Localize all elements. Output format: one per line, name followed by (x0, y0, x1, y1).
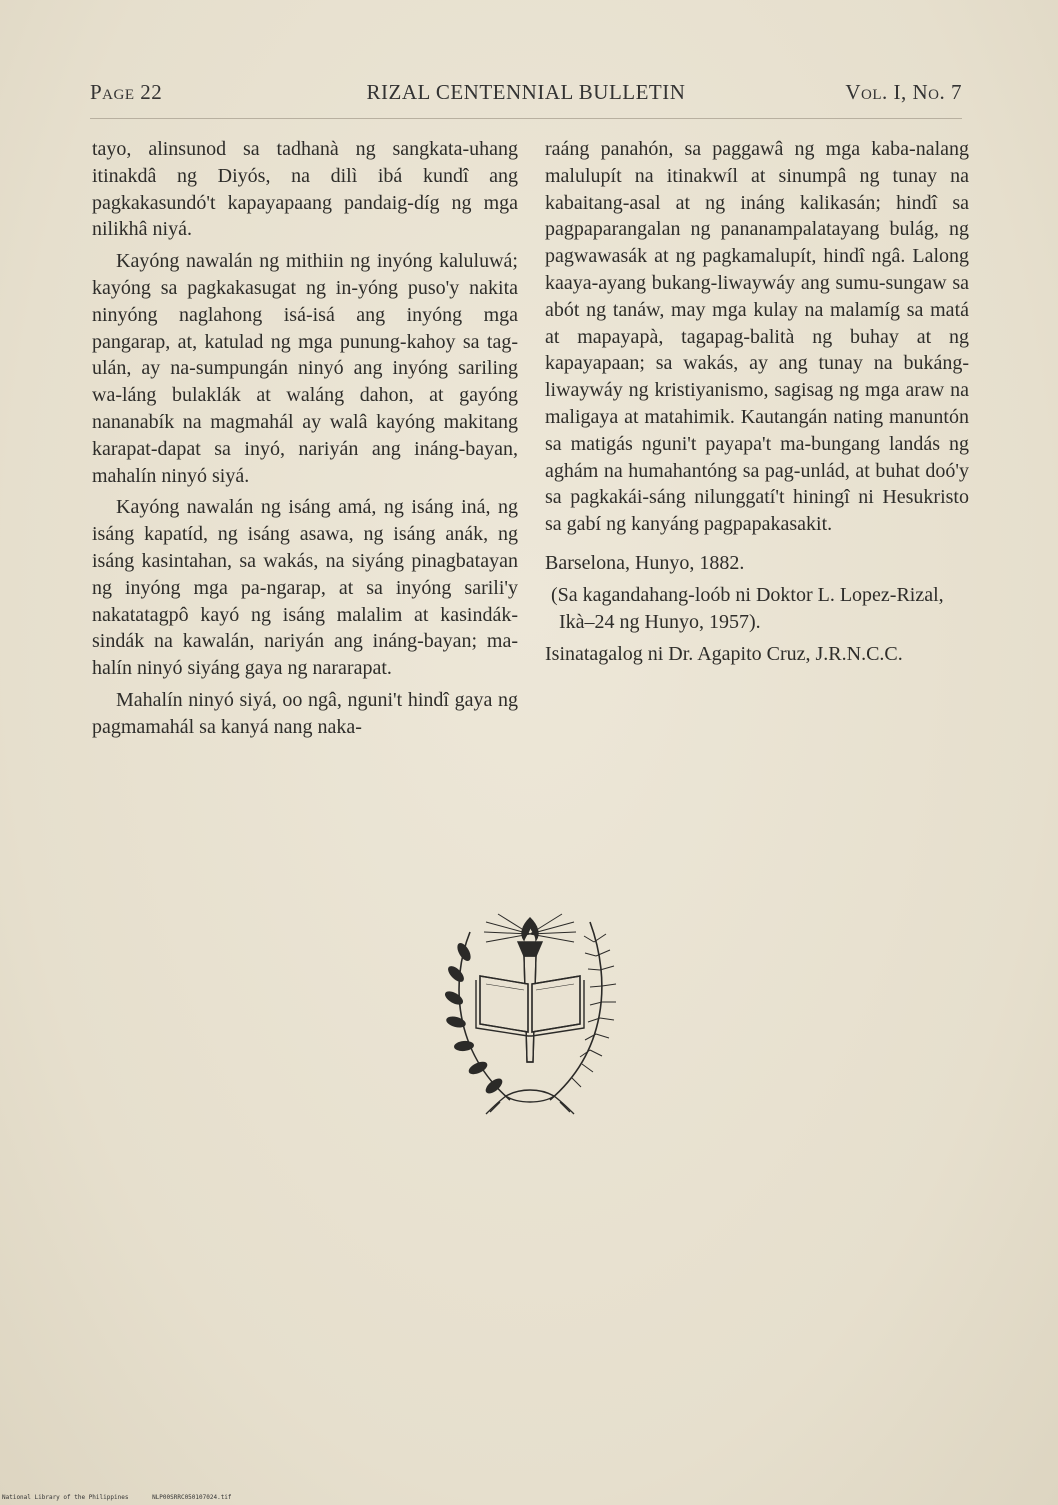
paragraph: Kayóng nawalán ng isáng amá, ng isáng iná, ng isáng kapatíd, ng isáng asawa, ng isáng anák, ng isáng kasintahan, sa wakás, na siyáng pinagbatayan ng inyóng mga pa-ngarap, at sa inyóng sarili'y nakatatagpô kayó ng isáng malalim at kasindák-sindák na kawalán, nariyán ang ináng-bayan; ma-halín ninyó siyáng gaya ng nararapat. (92, 496, 518, 680)
right-column (545, 136, 969, 673)
scan-footer (2, 1494, 252, 1501)
library-credit: National Library of the Philippines (2, 1494, 129, 1501)
left-column (92, 136, 518, 746)
place-date: Barselona, Hunyo, 1882. (545, 551, 745, 574)
header-rule (90, 118, 962, 119)
volume-number: Vol. I, No. 7 (845, 80, 962, 104)
torch-book-laurel-emblem-icon (440, 912, 620, 1117)
running-header (90, 80, 962, 112)
paragraph: Kayóng nawalán ng mithiin ng inyóng kaluluwá; kayóng sa pagkakasugat ng in-yóng puso'y nakita ninyóng naglahong isá-isá ang inyóng mga pangarap, at, katulad ng mga punung-kahoy sa tag-ulán, ay na-sumpungán ninyó ang inyóng sariling wa-láng bulaklák at waláng dahon, at gayóng nananabík na magmahál ay walâ kayóng makitang karapat-dapat sa inyó, nariyán ang ináng-bayan, mahalín ninyó siyá. (92, 250, 518, 487)
paragraph: raáng panahón, sa paggawâ ng mga kaba-nalang malulupít na itinakwíl at sinumpâ ng tunay na kabaitang-asal at ng ináng kalikasán; hindî sa pagpaparangalan ng pananampalatayang bulág, ng pagwawasák at ng pagkamalupít, hindî ngâ. Lalong kaaya-ayang bukang-liwaywáy ang sumu-sungaw sa abót ng tanáw, may mga kulay na malamíg sa matá at mapayapà, tagapag-balità ng buhay at ng kapayapaan; sa wakás, ay ang tunay na bukáng-liwaywáy ng kristiyanismo, sagisag ng mga araw na maligaya at matahimik. Kautangán nating manuntón sa matigás nguni't payapa't ma-bungang landás ng aghám na humahantóng sa pag-unlád, at buhat doó'y sa pagkakái-sáng nilunggatí't hiningî ni Hesukristo sa gabí ng kanyáng pagpapakasakit. (545, 138, 969, 536)
paragraph: Mahalín ninyó siyá, oo ngâ, nguni't hindî gaya ng pagmamahál sa kanyá nang naka- (92, 688, 518, 738)
page-number: Page 22 (90, 80, 163, 104)
publication-title: RIZAL CENTENNIAL BULLETIN (366, 80, 686, 104)
courtesy-note: (Sa kagandahang-loób ni Doktor L. Lopez-Rizal, Ikà–24 ng Hunyo, 1957). (551, 583, 944, 633)
translator-credit: Isinatagalog ni Dr. Agapito Cruz, J.R.N.C.C. (545, 642, 903, 665)
file-identifier: NLP00SRRC050107024.tif (152, 1494, 232, 1501)
paragraph: tayo, alinsunod sa tadhanà ng sangkata-uhang itinakdâ ng Diyós, na dilì ibá kundî ang pagkakasundó't kapayapaang pandaig-díg ng mga nilikhâ niyá. (92, 138, 518, 241)
